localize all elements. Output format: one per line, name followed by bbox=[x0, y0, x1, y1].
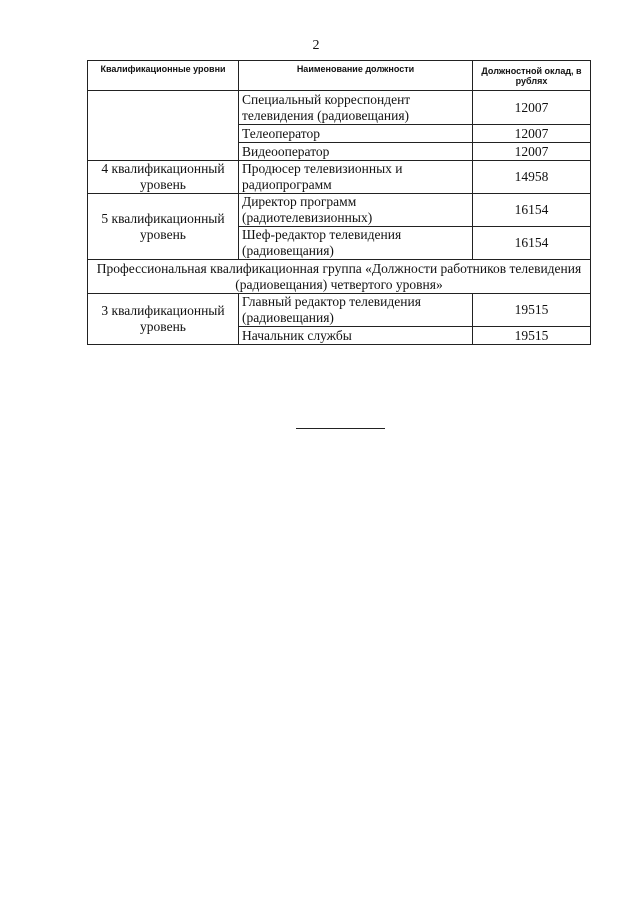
level-cell: 5 квалификационный уровень bbox=[88, 194, 239, 260]
header-position: Наименование должности bbox=[239, 61, 473, 91]
position-cell: Специальный корреспондент телевидения (радиовещания) bbox=[239, 91, 473, 125]
salary-cell: 16154 bbox=[473, 227, 591, 260]
position-cell: Продюсер телевизионных и радиопрограмм bbox=[239, 161, 473, 194]
salary-cell: 14958 bbox=[473, 161, 591, 194]
level-cell bbox=[88, 91, 239, 161]
table-header-row bbox=[88, 61, 591, 91]
level-cell: 3 квалификационный уровень bbox=[88, 294, 239, 345]
position-cell: Главный редактор телевидения (радиовещания) bbox=[239, 294, 473, 327]
position-cell: Начальник службы bbox=[239, 327, 473, 345]
salary-cell: 12007 bbox=[473, 125, 591, 143]
table-row bbox=[88, 194, 591, 227]
salary-cell: 12007 bbox=[473, 143, 591, 161]
closing-rule bbox=[296, 428, 385, 429]
level-cell: 4 квалификационный уровень bbox=[88, 161, 239, 194]
salary-cell: 12007 bbox=[473, 91, 591, 125]
salary-table bbox=[87, 60, 591, 345]
table-row bbox=[88, 91, 591, 125]
group-title: Профессиональная квалификационная группа «Должности работников телевидения (радиовещания) четвертого уровня» bbox=[88, 260, 591, 294]
salary-cell: 19515 bbox=[473, 294, 591, 327]
table-row bbox=[88, 161, 591, 194]
salary-cell: 16154 bbox=[473, 194, 591, 227]
position-cell: Директор программ (радиотелевизионных) bbox=[239, 194, 473, 227]
table-row bbox=[88, 294, 591, 327]
position-cell: Шеф-редактор телевидения (радиовещания) bbox=[239, 227, 473, 260]
salary-cell: 19515 bbox=[473, 327, 591, 345]
page-number: 2 bbox=[312, 38, 320, 53]
group-row bbox=[88, 260, 591, 294]
header-level: Квалификационные уровни bbox=[88, 61, 239, 91]
header-salary: Должностной оклад, в рублях bbox=[473, 61, 591, 91]
position-cell: Видеооператор bbox=[239, 143, 473, 161]
position-cell: Телеоператор bbox=[239, 125, 473, 143]
